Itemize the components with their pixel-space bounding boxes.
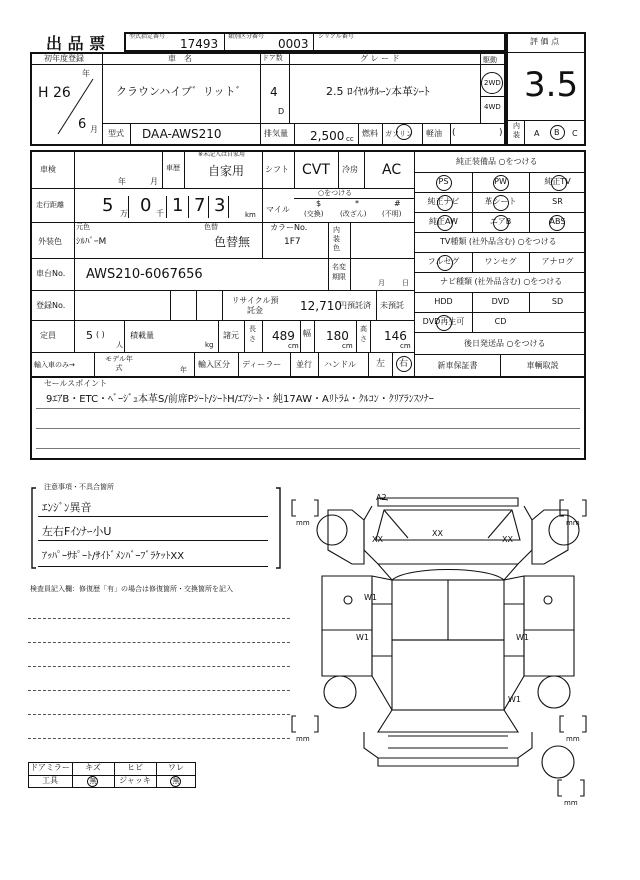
- height-label: 高さ: [360, 325, 367, 343]
- drive-2wd: 2WD: [484, 79, 501, 87]
- sales-point-label: セールスポイント: [44, 379, 108, 388]
- mileage-exchange: (交換): [304, 210, 324, 218]
- handle-label: ハンドル: [324, 360, 356, 369]
- mileage-digit-4: 7: [194, 195, 206, 216]
- serial-label: シリアル番号: [318, 33, 354, 40]
- interior-c: C: [572, 129, 578, 138]
- history-note: ※未記入は自家用: [198, 151, 246, 158]
- first-reg-month: 6: [78, 117, 87, 132]
- handle-right: 右: [399, 359, 409, 369]
- car-name: クラウンハイブ゛リット゛: [116, 85, 247, 98]
- tv-oneseg: ワンセグ: [484, 257, 517, 266]
- navi-dvd: DVD: [491, 297, 510, 306]
- mileage-digit-2: 0: [140, 195, 152, 216]
- mileage-circle-note: ○をつける: [318, 189, 353, 197]
- recycle-label: リサイクル預託金: [231, 296, 279, 315]
- shaken-label: 車検: [40, 165, 56, 174]
- shift-value: CVT: [302, 162, 330, 178]
- rating-label: 評 価 点: [530, 37, 560, 46]
- fuel-label: 燃料: [362, 129, 378, 138]
- door-count: 4: [270, 85, 278, 99]
- recycle-amount: 12,710: [300, 299, 342, 313]
- inspector-note: 検査員記入欄：修復歴「有」の場合は修復箇所・交換箇所を記入: [30, 585, 233, 593]
- legend-tools-none: 無: [89, 777, 97, 785]
- name-change-label: 名変期限: [332, 263, 346, 281]
- navi-hdd: HDD: [434, 297, 453, 306]
- shift-label: シフト: [265, 165, 289, 174]
- width-value: 180: [326, 329, 349, 343]
- displacement-label: 排気量: [264, 129, 288, 138]
- tv-analog: アナログ: [541, 257, 574, 266]
- history-value: 自家用: [208, 164, 245, 178]
- drive-label: 駆動: [483, 56, 497, 64]
- navi-dvd-play: DVD再生可: [422, 317, 465, 326]
- interior-a: A: [534, 129, 540, 138]
- rating-score: 3.5: [524, 65, 579, 105]
- model-label: 型式: [108, 129, 124, 138]
- orig-color-label: 元色: [76, 223, 90, 231]
- interior-b: B: [554, 128, 560, 137]
- car-damage-diagram: [288, 480, 598, 810]
- import-class-label: 輸入区分: [198, 360, 230, 369]
- later-title: 後日発送品 ○をつける: [464, 339, 546, 348]
- grade: 2.5 ﾛｲﾔﾙｻﾙｰﾝ本革ｼｰﾄ: [326, 85, 430, 98]
- capacity-value: 5: [86, 329, 93, 342]
- import-parallel: 並行: [296, 360, 312, 369]
- note-line-3: ｱｯﾊﾟｰｻﾎﾟｰﾄ/ｻｲﾄﾞﾒﾝﾊﾞｰﾌﾞﾗｹｯﾄXX: [42, 551, 185, 562]
- note-line-2: 左右Fｲﾝﾅｰ小U: [42, 525, 112, 538]
- equip-pw: PW: [494, 177, 507, 186]
- navi-cd: CD: [494, 317, 507, 326]
- chassis-label: 車台No.: [36, 269, 66, 278]
- model-code: DAA-AWS210: [142, 127, 222, 141]
- note-line-1: ｴﾝｼﾞﾝ異音: [42, 501, 92, 514]
- model-year-label: モデル年式: [105, 355, 133, 372]
- class-number-label: 類別区分番号: [228, 33, 265, 40]
- color-no-label: カラーNo.: [270, 223, 308, 232]
- mileage-digit-5: 3: [214, 195, 226, 216]
- later-warranty: 新車保証書: [437, 361, 478, 370]
- handle-left: 左: [376, 359, 386, 369]
- legend-scratch: キズ: [85, 763, 101, 772]
- equip-tv: 純正TV: [544, 177, 571, 186]
- displacement: 2,500: [310, 129, 345, 143]
- equip-sr: SR: [552, 197, 563, 206]
- ext-color-label: 外装色: [38, 237, 62, 246]
- legend-tools: 工具: [42, 776, 58, 785]
- equip-ps: PS: [438, 177, 449, 186]
- notes-label: 注意事項・不具合箇所: [44, 483, 114, 491]
- mark-xx-left: XX: [372, 535, 383, 544]
- width-label: 幅: [303, 329, 311, 338]
- first-reg-label: 初年度登録: [44, 54, 84, 63]
- type-cert-label: 型式指定番号: [129, 33, 166, 40]
- load-label: 積載量: [130, 331, 154, 340]
- legend-crack: ヒビ: [127, 763, 143, 772]
- mark-xx-right: XX: [502, 535, 513, 544]
- mark-xx-center: XX: [432, 529, 443, 538]
- color-change: 色替無: [214, 235, 251, 249]
- car-name-label: 車 名: [168, 54, 192, 63]
- mileage-digit-3: 1: [172, 195, 184, 216]
- color-change-label: 色替: [204, 223, 218, 231]
- type-cert-number: 17493: [180, 37, 219, 51]
- fuel-gasoline: ガソリン: [385, 130, 413, 138]
- import-label: 輸入車のみ→: [34, 361, 75, 369]
- legend-jack: ジャッキ: [119, 776, 151, 785]
- grade-label: グ レ ー ド: [360, 54, 400, 63]
- length-label: 長さ: [249, 325, 256, 343]
- equip-aw: 純正AW: [429, 217, 458, 226]
- tv-fullseg: フルセグ: [427, 257, 460, 266]
- equipment-title: 純正装備品 ○をつける: [456, 157, 538, 166]
- mileage-tampered: (改ざん): [340, 210, 367, 218]
- equip-leather: 革シート: [484, 197, 517, 206]
- later-manual: 車輌取説: [526, 361, 559, 370]
- mark-w1-bottom-right: W1: [508, 695, 521, 704]
- class-number: 0003: [278, 37, 309, 51]
- mile-label: マイル: [266, 205, 290, 214]
- navi-sd: SD: [551, 297, 564, 306]
- legend-jack-none: 無: [172, 777, 180, 785]
- mark-w1-front-left: W1: [364, 593, 377, 602]
- mark-a2: A2: [376, 493, 387, 502]
- mileage-digit-1: 5: [102, 195, 114, 216]
- interior-label: 内装: [513, 122, 520, 139]
- equip-airbag: エアB: [489, 217, 512, 226]
- legend-break: ワレ: [168, 763, 184, 772]
- drive-4wd: 4WD: [484, 103, 501, 111]
- import-dealer: ディーラー: [242, 360, 282, 369]
- capacity-label: 定員: [40, 331, 56, 340]
- orig-color: ｼﾙﾊﾞｰM: [76, 237, 107, 247]
- door-label: ドア数: [262, 54, 283, 62]
- chassis-number: AWS210-6067656: [86, 267, 203, 282]
- sales-point-text: 9ｴｱB・ETC・ﾍﾞｰｼﾞｭ本革S/前席Pｼｰﾄ/ｼｰﾄH/ｴｱｼｰﾄ・純17AW・Aﾘﾄﾗﾑ・ｸﾙｺﾝ・ｸﾘｱﾗﾝｽｿﾅｰ: [46, 394, 434, 405]
- not-deposited: 未預託: [380, 301, 404, 310]
- length-value: 489: [272, 329, 295, 343]
- navi-title: ナビ種類 (社外品含む) ○をつける: [440, 277, 563, 286]
- mileage-unknown: (不明): [382, 210, 402, 218]
- registration-label: 登録No.: [36, 301, 66, 310]
- legend-door-mirror: ドアミラー: [30, 763, 70, 772]
- first-reg-year: H 26: [38, 85, 71, 101]
- mark-w1-rear-right: W1: [516, 633, 529, 642]
- tv-title: TV種類 (社外品含む) ○をつける: [440, 237, 557, 246]
- fuel-diesel: 軽油: [426, 129, 442, 138]
- color-no: 1F7: [284, 237, 301, 247]
- interior-color-label: 内装色: [333, 226, 340, 252]
- height-value: 146: [384, 329, 407, 343]
- equip-abs: ABS: [549, 217, 566, 226]
- ac-value: AC: [382, 162, 402, 178]
- history-label: 車歴: [166, 164, 180, 172]
- form-title: 出 品 票: [46, 34, 106, 53]
- ac-label: 冷房: [342, 165, 358, 174]
- mileage-label: 走行距離: [36, 201, 64, 209]
- equip-navi: 純正ナビ: [427, 197, 460, 206]
- dims-label: 諸元: [223, 331, 239, 340]
- mark-w1-rear-left: W1: [356, 633, 369, 642]
